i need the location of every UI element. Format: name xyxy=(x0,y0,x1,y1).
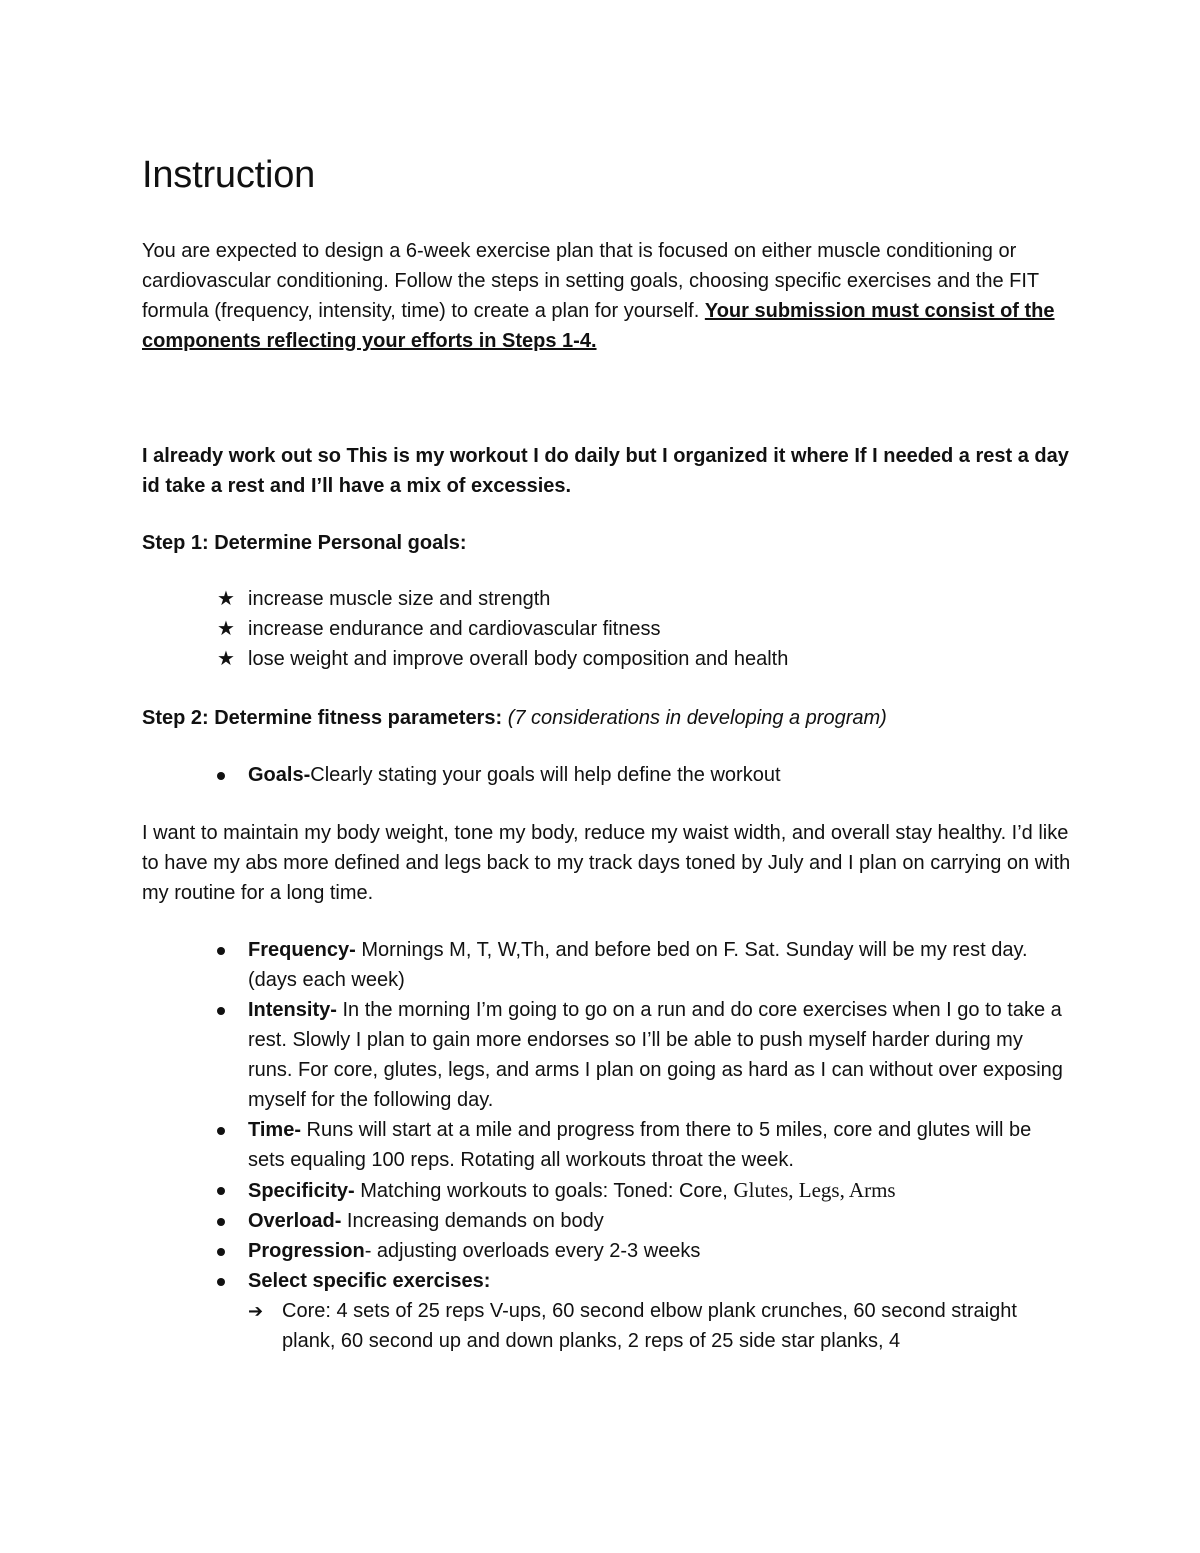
overload-term: Overload- xyxy=(248,1210,342,1232)
arrow-icon: ➔ xyxy=(248,1301,264,1321)
goal-text: increase endurance and cardiovascular fitness xyxy=(248,618,661,640)
personal-goals-list xyxy=(142,584,1072,674)
bullet-icon xyxy=(217,947,225,955)
list-item xyxy=(142,584,1072,614)
list-item xyxy=(142,644,1072,674)
page-title: Instruction xyxy=(142,154,316,196)
list-item xyxy=(142,1115,1072,1175)
frequency-desc: Mornings M, T, W,Th, and before bed on F. Sat. Sunday will be my rest day. (days each week) xyxy=(248,939,1028,991)
fitness-parameters-list xyxy=(142,935,1072,1356)
step2-heading xyxy=(142,703,1072,733)
list-item xyxy=(142,1236,1072,1266)
bullet-icon xyxy=(217,1127,225,1135)
frequency-term: Frequency- xyxy=(248,939,356,961)
already-workout-paragraph: I already work out so This is my workout I do daily but I organized it where If I needed a rest a day id take a rest and I’ll have a mix of excessies. xyxy=(142,445,1069,497)
time-desc: Runs will start at a mile and progress from there to 5 miles, core and glutes will be sets equaling 100 reps. Rotating all workouts throat the week. xyxy=(248,1119,1032,1171)
list-item xyxy=(248,1296,1072,1356)
list-item xyxy=(142,1266,1072,1356)
step2-note: (7 considerations in developing a program) xyxy=(507,707,887,729)
goal-text: lose weight and improve overall body composition and health xyxy=(248,648,789,670)
intro-paragraph xyxy=(142,236,1072,356)
list-item xyxy=(142,760,1072,790)
list-item xyxy=(142,995,1072,1115)
list-item xyxy=(142,1175,1072,1206)
star-icon: ★ xyxy=(217,648,235,670)
star-icon: ★ xyxy=(217,588,235,610)
select-exercises-term: Select specific exercises: xyxy=(248,1270,491,1292)
bullet-icon xyxy=(217,1248,225,1256)
goal-text: increase muscle size and strength xyxy=(248,588,551,610)
intro-text: You are expected to design a 6-week exercise plan that is focused on either muscle conditioning or cardiovascular conditioning. Follow the steps in setting goals, choosing specific exercises and the FIT formula (frequency, intensity, time) to create a plan for yourself. xyxy=(142,240,1039,322)
overload-desc: Increasing demands on body xyxy=(341,1210,604,1232)
goals-bullet-list xyxy=(142,760,1072,790)
list-item xyxy=(142,935,1072,995)
star-icon: ★ xyxy=(217,618,235,640)
time-term: Time- xyxy=(248,1119,301,1141)
bullet-icon xyxy=(217,772,225,780)
step2-label: Step 2: Determine fitness parameters: xyxy=(142,707,503,729)
specificity-desc: Matching workouts to goals: Toned: Core, xyxy=(354,1180,734,1202)
step1-heading: Step 1: Determine Personal goals: xyxy=(142,532,467,554)
specificity-serif-text: Glutes, Legs, Arms xyxy=(733,1178,896,1202)
list-item xyxy=(142,614,1072,644)
intensity-term: Intensity- xyxy=(248,999,337,1021)
list-item xyxy=(142,1206,1072,1236)
specificity-term: Specificity- xyxy=(248,1180,355,1202)
goals-paragraph: I want to maintain my body weight, tone my body, reduce my waist width, and overall stay healthy. I’d like to have my abs more defined and legs back to my track days toned by July and I plan on carrying on with my routine for a long time. xyxy=(142,822,1071,904)
bullet-icon xyxy=(217,1218,225,1226)
progression-desc: - adjusting overloads every 2-3 weeks xyxy=(364,1240,701,1262)
goals-term: Goals- xyxy=(248,764,311,786)
goals-desc: Clearly stating your goals will help define the workout xyxy=(310,764,781,786)
bullet-icon xyxy=(217,1278,225,1286)
intensity-desc: In the morning I’m going to go on a run and do core exercises when I go to take a rest. Slowly I plan to gain more endorses so I’ll be able to push myself harder during my runs. For core, glutes, legs, and arms I plan on going as hard as I can without over exposing myself for the following day. xyxy=(248,999,1063,1111)
progression-term: Progression xyxy=(248,1240,365,1262)
bullet-icon xyxy=(217,1187,225,1195)
core-exercises-text: Core: 4 sets of 25 reps V-ups, 60 second elbow plank crunches, 60 second straight plank, 60 second up and down planks, 2 reps of 25 side star planks, 4 xyxy=(282,1300,1017,1352)
bullet-icon xyxy=(217,1007,225,1015)
exercise-sublist xyxy=(248,1296,1072,1356)
intro-emphasis: Your submission must consist of the components reflecting your efforts in Steps 1-4. xyxy=(142,300,1055,352)
